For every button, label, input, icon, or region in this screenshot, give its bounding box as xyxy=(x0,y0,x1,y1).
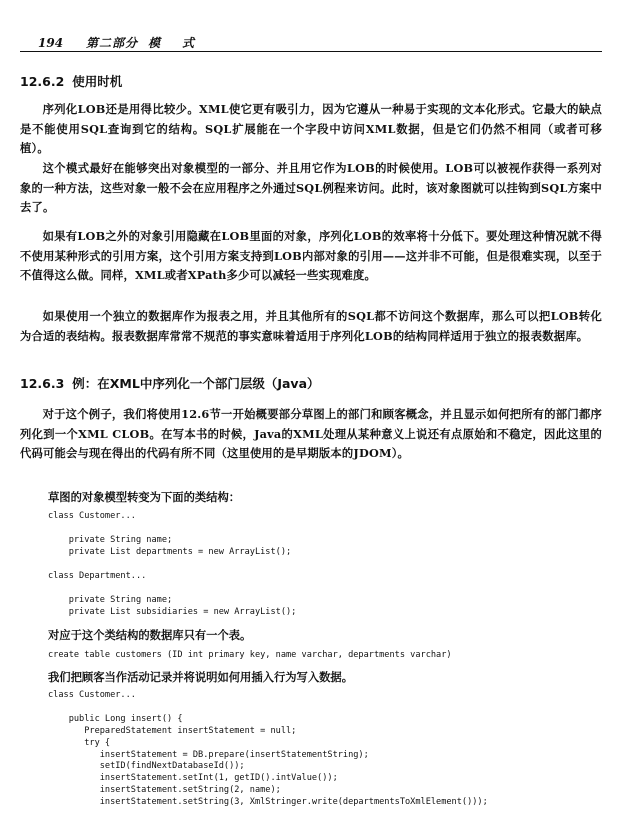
paragraph: 这个模式最好在能够突出对象模型的一部分、并且用它作为LOB的时候使用。LOB可以被视作获得一系列对象的一种方法，这些对象一般不会在应用程序之外通过SQL例程来访问。此时，该对象图就可以挂钩到SQL方案中去了。 xyxy=(20,161,602,214)
code-block-customer: class Customer... private String name; private List departments = new ArrayList(); xyxy=(48,511,292,557)
part-label: 第二部分 xyxy=(86,36,139,50)
code-block-department: class Department... private String name; private List subsidiaries = new ArrayList(); xyxy=(48,571,297,617)
text-line: 我们把顾客当作活动记录并将说明如何用插入行为写入数据。 xyxy=(48,670,354,684)
part-title-char-1: 模 xyxy=(148,36,161,50)
section-title: 使用时机 xyxy=(72,74,123,89)
paragraph: 对于这个例子，我们将使用12.6节一开始概要部分草图上的部门和顾客概念，并且显示如何把所有的部门都序列化到一个XML CLOB。在写本书的时候，Java的XML处理从某种意义上说还有点原始和不稳定，因此这里的代码可能会与现在得出的代码有所不同（这里使用的是早期版本的JDOM）。 xyxy=(20,407,602,460)
running-header xyxy=(38,36,600,50)
header-rule xyxy=(20,51,602,52)
section-title: 例：在XML中序列化一个部门层级（Java） xyxy=(72,376,320,391)
section-number: 12.6.2 xyxy=(20,74,65,89)
section-heading-12-6-3 xyxy=(20,376,320,392)
paragraph: 序列化LOB还是用得比较少。XML使它更有吸引力，因为它遵从一种易于实现的文本化形式。它最大的缺点是不能使用SQL查询到它的结构。SQL扩展能在一个字段中访问XML数据，但是它们仍然不相同（或者可移植）。 xyxy=(20,102,602,155)
text-line: 对应于这个类结构的数据库只有一个表。 xyxy=(48,628,252,642)
paragraph: 如果使用一个独立的数据库作为报表之用，并且其他所有的SQL都不访问这个数据库，那么可以把LOB转化为合适的表结构。报表数据库常常不规范的事实意味着适用于序列化LOB的结构同样适用于独立的报表数据库。 xyxy=(20,309,602,343)
section-heading-12-6-2 xyxy=(20,74,122,90)
page-number: 194 xyxy=(38,36,64,50)
section-number: 12.6.3 xyxy=(20,376,65,391)
text-line: 草图的对象模型转变为下面的类结构： xyxy=(48,490,241,504)
paragraph: 如果有LOB之外的对象引用隐藏在LOB里面的对象，序列化LOB的效率将十分低下。要处理这种情况就不得不使用某种形式的引用方案，这个引用方案支持到LOB内部对象的引用——这并非不可能，但是很难实现，以至于不值得这么做。同样，XML或者XPath多少可以减轻一些实现难度。 xyxy=(20,229,602,282)
code-block-insert: class Customer... public Long insert() { PreparedStatement insertStatement = null; try { insertStatement = DB.prepare(insertStatementString); setID(findNextDatabaseId()); insertStatement.setInt(1, getID().intValue()); insertStatement.setString(2, name); insertStatement.setString(3, XmlStringer.write(departmentsToXmlElement())); xyxy=(48,690,488,808)
part-title-char-2: 式 xyxy=(182,36,195,50)
code-block-table: create table customers (ID int primary key, name varchar, departments varchar) xyxy=(48,650,452,660)
